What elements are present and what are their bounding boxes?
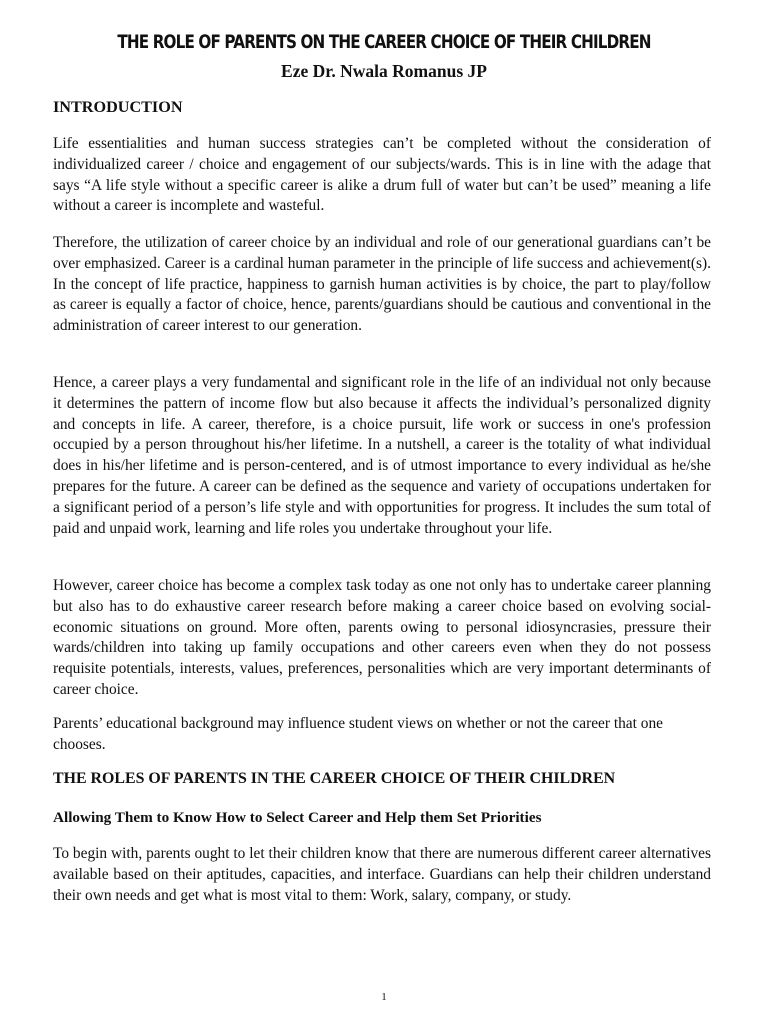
- page-number: 1: [381, 991, 387, 1003]
- document-title: THE ROLE OF PARENTS ON THE CAREER CHOICE OF THEIR CHILDREN: [117, 31, 651, 53]
- paragraph-1: Life essentialities and human success strategies can’t be completed without the consideration of individualized career / choice and engagement of our subjects/wards. This is in line with the adage that says “A life style without a specific career is alike a drum full of water but can’t be used” meaning a life without a career is incomplete and wasteful.: [53, 135, 711, 215]
- paragraph-4: However, career choice has become a complex task today as one not only has to undertake career planning but also has to do exhaustive career research before making a career choice based on evolving social-economic situations on ground. More often, parents owing to personal idiosyncrasies, pressure their wards/children into taking up family occupations and other careers even when they do not possess requisite potentials, interests, values, preferences, personalities which are very important determinants of career choice.: [53, 577, 711, 698]
- roles-heading: THE ROLES OF PARENTS IN THE CAREER CHOICE OF THEIR CHILDREN: [53, 770, 616, 787]
- section-subheading: Allowing Them to Know How to Select Career and Help them Set Priorities: [53, 809, 542, 826]
- paragraph-6: To begin with, parents ought to let their children know that there are numerous different career alternatives available based on their aptitudes, capacities, and interface. Guardians can help their children understand their own needs and get what is most vital to them: Work, salary, company, or study.: [53, 845, 711, 904]
- paragraph-2: Therefore, the utilization of career choice by an individual and role of our generational guardians can’t be over emphasized. Career is a cardinal human parameter in the principle of life success and achievement(s). In the concept of life practice, happiness to garnish human activities is by choice, the part to play/follow as career is equally a factor of choice, hence, parents/guardians should be cautious and conventional in the administration of career interest to our generation.: [53, 234, 711, 335]
- introduction-heading: INTRODUCTION: [53, 98, 183, 116]
- author-name: Eze Dr. Nwala Romanus JP: [281, 61, 487, 81]
- paragraph-3: Hence, a career plays a very fundamental and significant role in the life of an individual not only because it determines the pattern of income flow but also because it affects the individual’s personalized dignity and concepts in life. A career, therefore, is a choice pursuit, life work or success in one's profession occupied by a person throughout his/her lifetime. In a nutshell, a career is the totality of what individual does in his/her lifetime and is person-centered, and is of utmost importance to every individual as he/she prepares for the future. A career can be defined as the sequence and variety of occupations undertaken for a significant period of a person’s life style and with opportunities for progress. It includes the sum total of paid and unpaid work, learning and life roles you undertake throughout your life.: [53, 374, 711, 537]
- paragraph-5: Parents’ educational background may influence student views on whether or not the career that one chooses.: [53, 715, 663, 753]
